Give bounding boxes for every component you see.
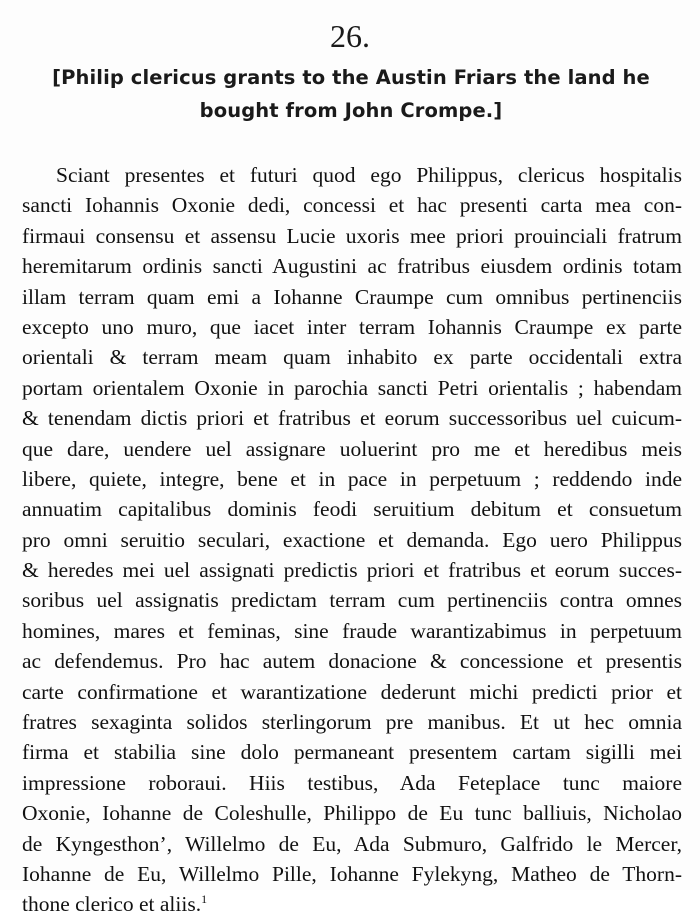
body-line-text: thone clerico et aliis.: [22, 892, 202, 917]
body-line: & heredes mei uel assignati predictis priori et fratribus et eorum succes-: [22, 558, 682, 583]
footnote-marker[interactable]: 1: [201, 892, 208, 907]
body-line: sancti Iohannis Oxonie dedi, concessi et hac presenti carta mea con-: [22, 193, 682, 218]
body-line: fratres sexaginta solidos sterlingorum pre manibus. Et ut hec omnia: [22, 710, 682, 735]
body-line: Sciant presentes et futuri quod ego Philippus, clericus hospitalis: [56, 163, 682, 187]
heading-line-2: bought from John Crompe.]: [199, 99, 503, 122]
body-line: excepto uno muro, que iacet inter terram Iohannis Craumpe ex parte: [22, 314, 682, 339]
body-line: heremitarum ordinis sancti Augustini ac fratribus eiusdem ordinis totam: [22, 254, 682, 279]
body-line: pro omni seruitio seculari, exactione et demanda. Ego uero Philippus: [22, 527, 682, 552]
body-line: firma et stabilia sine dolo permaneant presentem cartam sigilli mei: [22, 740, 682, 765]
body-line: & tenendam dictis priori et fratribus et eorum successoribus uel cuicum-: [22, 406, 682, 431]
body-line: soribus uel assignatis predictam terram cum pertinenciis contra omnes: [22, 588, 682, 613]
body-line: homines, mares et feminas, sine fraude warantizabimus in perpetuum: [22, 618, 682, 643]
charter-body: [22, 160, 682, 920]
body-line: illam terram quam emi a Iohanne Craumpe cum omnibus pertinenciis: [22, 284, 682, 309]
body-line: Iohanne de Eu, Willelmo Pille, Iohanne Fylekyng, Matheo de Thorn-: [22, 861, 682, 886]
body-line: firmaui consensu et assensu Lucie uxoris mee priori prouinciali fratrum: [22, 223, 682, 248]
body-line: annuatim capitalibus dominis feodi seruitium debitum et consuetum: [22, 497, 682, 522]
body-line: que dare, uendere uel assignare uoluerint pro me et heredibus meis: [22, 436, 682, 461]
body-line: orientali & terram meam quam inhabito ex parte occidentali extra: [22, 345, 682, 370]
charter-number: 26.: [330, 18, 370, 54]
body-line: Oxonie, Iohanne de Coleshulle, Philippo de Eu tunc balliuis, Nicholao: [22, 801, 682, 826]
body-line: de Kyngesthon’, Willelmo de Eu, Ada Submuro, Galfrido le Mercer,: [22, 831, 682, 856]
body-line: impressione roboraui. Hiis testibus, Ada Feteplace tunc maiore: [22, 770, 682, 795]
body-line: libere, quiete, integre, bene et in pace in perpetuum ; reddendo inde: [22, 466, 682, 491]
body-line: portam orientalem Oxonie in parochia sancti Petri orientalis ; habendam: [22, 375, 682, 400]
body-line-last: [22, 889, 682, 919]
heading-line-1: [Philip clericus grants to the Austin Friars the land he: [52, 66, 650, 89]
body-line: ac defendemus. Pro hac autem donacione & concessione et presentis: [22, 649, 682, 674]
body-line: carte confirmatione et warantizatione dederunt michi predicti prior et: [22, 679, 682, 704]
